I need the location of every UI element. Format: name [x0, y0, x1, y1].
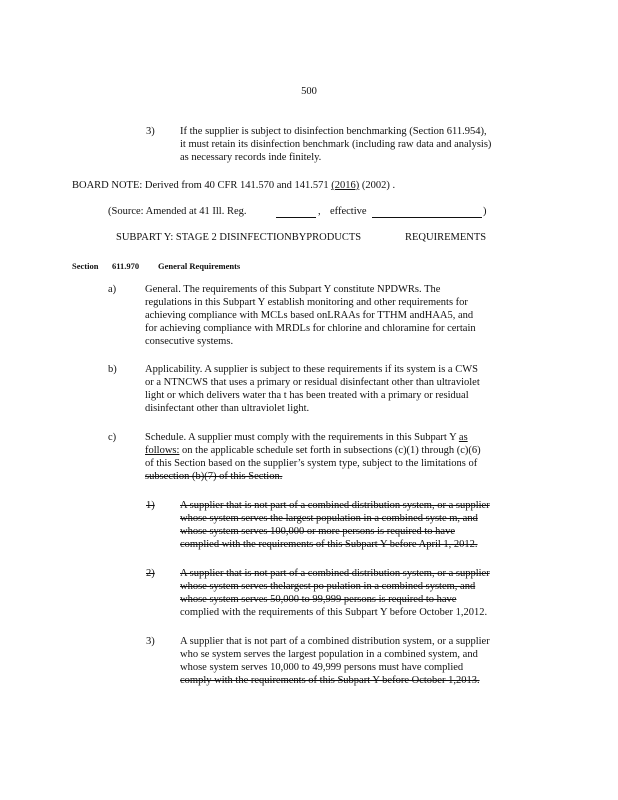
sub-3-line-4: comply with the requirements of this Subpart Y before October 1,2013. — [180, 675, 480, 686]
para-c-line-1-plain: Schedule. A supplier must comply with the requirements in this Subpart Y — [145, 432, 459, 443]
para-c-line-2-added: follows: — [145, 445, 180, 456]
source-close: ) — [483, 206, 487, 217]
subpart-heading-left: SUBPART Y: STAGE 2 DISINFECTIONBYPRODUCTS — [116, 232, 362, 243]
section-label: Section — [72, 261, 99, 271]
section-title: General Requirements — [158, 261, 241, 271]
para-a-line-3: achieving compliance with MCLs based onLRAAs for TTHM andHAA5, and — [145, 310, 474, 321]
board-note-suffix: . — [389, 180, 396, 191]
board-note — [72, 180, 395, 192]
sub-3-line-2: who se system serves the largest population in a combined system, and — [180, 649, 478, 660]
para-a-line-5: consecutive systems. — [145, 336, 234, 347]
para-b-marker: b) — [108, 364, 117, 375]
item-3-line-1: If the supplier is subject to disinfection benchmarking (Section 611.954), — [180, 126, 487, 137]
para-c-line-1 — [145, 432, 468, 444]
sub-1-marker: 1) — [146, 500, 155, 511]
para-a-marker: a) — [108, 284, 117, 295]
sub-1-line-3: whose system serves 100,000 or more persons is required to have — [180, 526, 455, 537]
sub-1-line-4: complied with the requirements of this Subpart Y before April 1, 2012. — [180, 539, 478, 550]
sub-2-line-4: complied with the requirements of this Subpart Y before October 1,2012. — [180, 607, 488, 618]
para-c-line-2 — [145, 445, 481, 457]
item-3-line-3: as necessary records inde finitely. — [180, 152, 322, 163]
section-number: 611.970 — [112, 261, 140, 271]
page-number: 500 — [301, 86, 317, 97]
para-a-line-2: regulations in this Subpart Y establish monitoring and other requirements for — [145, 297, 468, 308]
para-b-line-1: Applicability. A supplier is subject to these requirements if its system is a CWS — [145, 364, 478, 375]
board-note-prefix: BOARD NOTE: Derived from 40 CFR 141.570 and 141.571 — [72, 180, 332, 191]
item-3-marker: 3) — [146, 126, 155, 137]
subpart-heading-right: REQUIREMENTS — [405, 232, 487, 243]
para-b-line-2: or a NTNCWS that uses a primary or residual disinfectant other than ultraviolet — [145, 377, 480, 388]
sub-2-line-1: A supplier that is not part of a combined distribution system, or a supplier — [180, 568, 490, 579]
sub-2-line-2: whose system serves thelargest po pulation in a combined system, and — [180, 581, 476, 592]
para-b-line-4: disinfectant other than ultraviolet light. — [145, 403, 310, 414]
para-c-line-2-deleted: on the applicable schedule set forth in subsections (c)(1) through (c)(6) — [179, 445, 481, 456]
item-3-line-2: it must retain its disinfection benchmark (including raw data and analysis) — [180, 139, 492, 150]
reg-blank-line — [276, 217, 316, 218]
sub-2-line-3: whose system serves 50,000 to 99,999 persons is required to have — [180, 594, 457, 605]
board-note-new-year: (2016) — [331, 180, 360, 191]
para-c-marker: c) — [108, 432, 117, 443]
para-c-line-3: of this Section based on the supplier’s system type, subject to the limitations of — [145, 458, 478, 469]
para-b-line-3: light or which delivers water tha t has been treated with a primary or residual — [145, 390, 469, 401]
source-prefix: (Source: Amended at 41 Ill. Reg. — [108, 206, 247, 217]
sub-1-line-1: A supplier that is not part of a combined distribution system, or a supplier — [180, 500, 490, 511]
para-a-line-4: for achieving compliance with MRDLs for chlorine and chloramine for certain — [145, 323, 476, 334]
para-c-line-1-added: as — [458, 432, 468, 443]
effective-blank-line — [372, 217, 482, 218]
sub-1-line-2: whose system serves the largest population in a combined syste m, and — [180, 513, 478, 524]
para-a-line-1: General. The requirements of this Subpart Y constitute NPDWRs. The — [145, 284, 441, 295]
sub-3-marker: 3) — [146, 636, 155, 647]
para-c-line-4: subsection (b)(7) of this Section. — [145, 471, 283, 482]
sub-2-marker: 2) — [146, 568, 155, 579]
board-note-old-year: (2002) — [359, 180, 390, 191]
sub-3-line-1: A supplier that is not part of a combined distribution system, or a supplier — [180, 636, 490, 647]
source-effective: effective — [330, 206, 367, 217]
sub-3-line-3: whose system serves 10,000 to 49,999 persons must have complied — [180, 662, 464, 673]
source-comma: , — [318, 206, 321, 217]
